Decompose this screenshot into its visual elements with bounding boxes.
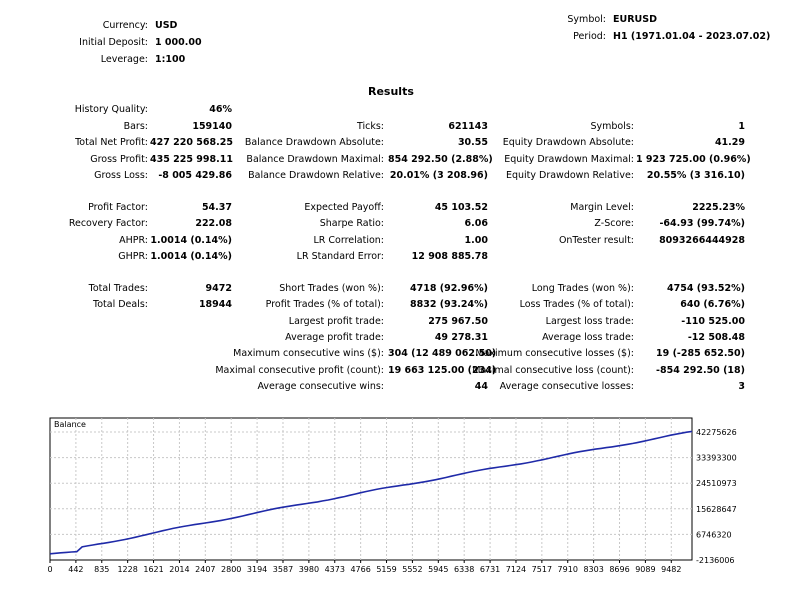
stat-label: Recovery Factor: (68, 218, 148, 229)
history-quality-label: History Quality: (74, 104, 148, 115)
deposit-label: Initial Deposit: (79, 37, 148, 48)
stat-value: 159140 (192, 121, 232, 132)
stat-label: Bars: (123, 121, 148, 132)
stat-value: 640 (6.76%) (680, 299, 745, 310)
stat-value: -110 525.00 (681, 316, 745, 327)
stat-value: 1 923 725.00 (0.96%) (636, 154, 751, 165)
stat-label: LR Standard Error: (296, 251, 384, 262)
stat-value: 30.55 (457, 137, 488, 148)
stat-value: 8093266444928 (659, 235, 745, 246)
deposit-value: 1 000.00 (155, 37, 202, 48)
stat-value: 20.55% (3 316.10) (646, 170, 745, 181)
stat-value: 54.37 (201, 202, 232, 213)
stat-label: Ticks: (356, 121, 384, 132)
x-tick-label: 3194 (246, 565, 268, 574)
x-tick-label: 2014 (169, 565, 190, 574)
x-tick-label: 7910 (557, 565, 578, 574)
stat-label: LR Correlation: (313, 235, 384, 246)
stat-value: 41.29 (714, 137, 745, 148)
stat-value: 4718 (92.96%) (410, 283, 488, 294)
stat-label: Balance Drawdown Relative: (248, 170, 384, 181)
results-title: Results (368, 85, 414, 98)
y-tick-label: 24510973 (696, 479, 737, 489)
x-tick-label: 3587 (272, 565, 294, 574)
chart-title: Balance (54, 420, 86, 429)
stat-value: -64.93 (99.74%) (659, 218, 745, 229)
x-tick-label: 4766 (350, 565, 371, 574)
stat-label: Largest profit trade: (288, 316, 384, 327)
x-tick-label: 442 (68, 565, 84, 574)
x-tick-label: 2800 (221, 565, 242, 574)
stat-label: Margin Level: (570, 202, 634, 213)
stat-label: Expected Payoff: (304, 202, 384, 213)
stat-value: 44 (474, 381, 488, 392)
y-tick-label: 33393300 (696, 453, 737, 463)
stat-label: Balance Drawdown Absolute: (244, 137, 384, 148)
currency-value: USD (155, 20, 178, 31)
stat-label: Gross Loss: (94, 170, 148, 181)
stat-label: Equity Drawdown Relative: (505, 170, 634, 181)
y-tick-label: 42275626 (696, 428, 737, 437)
stat-value: 427 220 568.25 (150, 137, 233, 148)
x-tick-label: 9089 (635, 565, 656, 574)
x-tick-label: 835 (94, 565, 110, 574)
stat-label: Long Trades (won %): (531, 283, 634, 294)
stat-label: Maximal consecutive loss (count): (472, 365, 634, 376)
stat-value: 45 103.52 (434, 202, 488, 213)
stat-label: Maximum consecutive losses ($): (475, 348, 634, 359)
stat-label: Average loss trade: (542, 332, 634, 343)
stat-value: 275 967.50 (428, 316, 488, 327)
stat-label: Total Net Profit: (75, 137, 148, 148)
x-tick-label: 7124 (505, 565, 527, 574)
stat-label: Largest loss trade: (545, 316, 634, 327)
stat-value: 20.01% (3 208.96) (389, 170, 488, 181)
stat-label: Maximal consecutive profit (count): (215, 365, 384, 376)
leverage-label: Leverage: (100, 54, 148, 65)
x-tick-label: 8303 (583, 565, 604, 574)
stat-value: 1 (738, 121, 745, 132)
stat-value: 8832 (93.24%) (410, 299, 488, 310)
stat-value: 1.0014 (0.14%) (150, 251, 232, 262)
x-tick-label: 2407 (195, 565, 216, 574)
x-tick-label: 5552 (402, 565, 423, 574)
stat-value: 854 292.50 (2.88%) (388, 154, 493, 165)
leverage-value: 1:100 (155, 54, 186, 65)
plot-frame (50, 418, 692, 560)
stat-value: 19 (-285 652.50) (656, 348, 745, 359)
stat-label: Average consecutive losses: (499, 381, 634, 392)
stat-label: Profit Trades (% of total): (265, 299, 384, 310)
stat-value: 19 663 125.00 (234) (388, 365, 497, 376)
x-tick-label: 4373 (324, 565, 345, 574)
stat-label: Gross Profit: (90, 154, 148, 165)
stat-value: 3 (738, 381, 745, 392)
x-tick-label: 1621 (143, 565, 164, 574)
stat-value: 9472 (205, 283, 232, 294)
stat-label: Loss Trades (% of total): (519, 299, 634, 310)
x-tick-label: 3980 (298, 565, 320, 574)
stat-value: 2225.23% (692, 202, 745, 213)
x-tick-label: 1228 (117, 565, 138, 574)
stat-value: 1.0014 (0.14%) (150, 235, 232, 246)
stat-label: Maximum consecutive wins ($): (233, 348, 384, 359)
x-tick-label: 6731 (479, 565, 501, 574)
stat-value: -854 292.50 (18) (656, 365, 745, 376)
stat-value: 4754 (93.52%) (667, 283, 745, 294)
stat-value: 1.00 (464, 235, 488, 246)
stat-value: 435 225 998.11 (150, 154, 233, 165)
stat-value: 12 908 885.78 (411, 251, 488, 262)
stat-value: 18944 (198, 299, 232, 310)
history-quality-value: 46% (209, 104, 232, 115)
stat-value: 304 (12 489 062.50) (388, 348, 497, 359)
stat-label: Equity Drawdown Absolute: (502, 137, 634, 148)
stat-label: Symbols: (590, 121, 634, 132)
stat-label: GHPR: (118, 251, 148, 262)
x-tick-label: 0 (47, 565, 53, 574)
stat-value: 6.06 (464, 218, 488, 229)
period-label: Period: (573, 31, 606, 42)
x-tick-label: 7517 (531, 565, 553, 574)
stat-value: -8 005 429.86 (158, 170, 232, 181)
stat-label: Equity Drawdown Maximal: (504, 154, 634, 165)
stat-label: Average consecutive wins: (257, 381, 384, 392)
y-tick-label: 6746320 (696, 530, 732, 540)
balance-chart (49, 417, 793, 577)
currency-label: Currency: (102, 20, 148, 31)
stat-label: Average profit trade: (285, 332, 384, 343)
stat-label: Profit Factor: (88, 202, 148, 213)
x-tick-label: 6338 (454, 565, 475, 574)
stat-value: 621143 (448, 121, 488, 132)
stat-value: 222.08 (195, 218, 232, 229)
stat-label: Balance Drawdown Maximal: (246, 154, 384, 165)
y-tick-label: 15628647 (696, 504, 737, 514)
stat-label: AHPR: (119, 235, 148, 246)
x-tick-label: 8696 (609, 565, 630, 574)
period-value: H1 (1971.01.04 - 2023.07.02) (613, 31, 771, 42)
stat-value: -12 508.48 (687, 332, 745, 343)
symbol-value: EURUSD (613, 14, 657, 25)
stat-label: Short Trades (won %): (279, 283, 384, 294)
x-tick-label: 5945 (428, 565, 449, 574)
x-tick-label: 9482 (661, 565, 682, 574)
stat-value: 49 278.31 (434, 332, 488, 343)
x-tick-label: 5159 (376, 565, 397, 574)
stat-label: Sharpe Ratio: (319, 218, 384, 229)
stat-label: OnTester result: (558, 235, 634, 246)
stat-label: Total Deals: (93, 299, 148, 310)
symbol-label: Symbol: (567, 14, 606, 25)
stat-label: Total Trades: (88, 283, 148, 294)
y-tick-label: -2136006 (696, 556, 735, 565)
stat-label: Z-Score: (594, 218, 634, 229)
